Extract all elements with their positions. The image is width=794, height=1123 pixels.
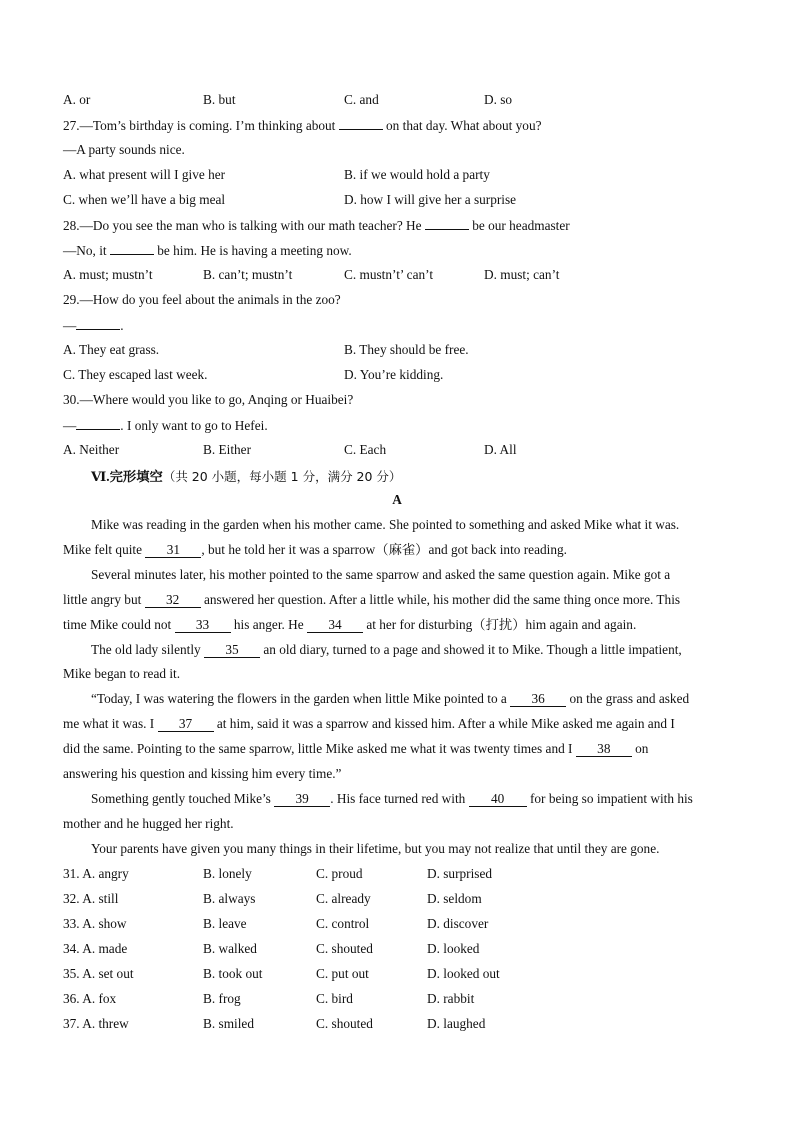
passage-line: did the same. Pointing to the same sparrow, little Mike asked me what it was twenty times and I 38 on <box>63 741 649 756</box>
passage-line: me what it was. I 37 at him, said it was a sparrow and kissed him. After a while Mike asked me again and I <box>63 716 675 731</box>
option-c: C. and <box>344 92 379 107</box>
q27-reply: —A party sounds nice. <box>63 142 185 157</box>
q30-reply: — . I only want to go to Hefei. <box>63 418 268 433</box>
passage-line: answering his question and kissing him every time.” <box>63 766 342 781</box>
blank-34: 34 <box>307 618 363 633</box>
q30-stem: 30.—Where would you like to go, Anqing or Huaibei? <box>63 392 354 407</box>
option-d: D. You’re kidding. <box>344 367 444 382</box>
q30-options <box>63 442 743 458</box>
q28-options <box>63 267 743 283</box>
section-title: Ⅵ.完形填空 <box>91 469 163 484</box>
answer-blank <box>76 317 120 330</box>
cloze-options-36: 36. A. fox B. frog C. bird D. rabbit <box>63 991 475 1006</box>
option-c: C. They escaped last week. <box>63 367 208 382</box>
passage-line: little angry but 32 answered her question. After a little while, his mother did the same thing once more. This <box>63 592 681 607</box>
option-c: C. when we’ll have a big meal <box>63 192 226 207</box>
q29-options-2 <box>63 367 743 383</box>
passage-line: The old lady silently 35 an old diary, turned to a page and showed it to Mike. Though a little impatient, <box>91 642 682 657</box>
q27-options-1 <box>63 167 743 183</box>
blank-33: 33 <box>175 618 231 633</box>
passage-line: Mike began to read it. <box>63 666 181 681</box>
answer-blank <box>339 117 383 130</box>
cloze-options-35: 35. A. set out B. took out C. put out D. looked out <box>63 966 500 981</box>
blank-38: 38 <box>576 742 632 757</box>
cloze-options-31: 31. A. angry B. lonely C. proud D. surprised <box>63 866 492 881</box>
q29-reply: — . <box>63 318 124 333</box>
option-a: A. Neither <box>63 442 120 457</box>
q28-stem: 28.—Do you see the man who is talking with our math teacher? He be our headmaster <box>63 218 570 233</box>
blank-32: 32 <box>145 593 201 608</box>
cloze-options-34: 34. A. made B. walked C. shouted D. looked <box>63 941 480 956</box>
q27-options-2 <box>63 192 743 208</box>
option-c: C. mustn’t’ can’t <box>344 267 434 282</box>
option-a: A. They eat grass. <box>63 342 160 357</box>
passage-line: Mike was reading in the garden when his mother came. She pointed to something and asked Mike what it was. <box>91 517 680 532</box>
passage-line: mother and he hugged her right. <box>63 816 234 831</box>
passage-line: time Mike could not 33 his anger. He 34 at her for disturbing（打扰）him again and again. <box>63 617 637 632</box>
q29-stem: 29.—How do you feel about the animals in the zoo? <box>63 292 341 307</box>
answer-blank <box>425 217 469 230</box>
option-b: B. but <box>203 92 236 107</box>
q28-reply: —No, it be him. He is having a meeting now. <box>63 243 352 258</box>
blank-39: 39 <box>274 792 330 807</box>
blank-36: 36 <box>510 692 566 707</box>
section-heading <box>91 466 401 485</box>
option-b: B. They should be free. <box>344 342 469 357</box>
option-a: A. or <box>63 92 91 107</box>
option-b: B. if we would hold a party <box>344 167 490 182</box>
passage-line: “Today, I was watering the flowers in the garden when little Mike pointed to a 36 on the grass and asked <box>91 691 690 706</box>
passage-line: Something gently touched Mike’s 39 . His face turned red with 40 for being so impatient with his <box>91 791 693 806</box>
option-b: B. Either <box>203 442 252 457</box>
blank-40: 40 <box>469 792 527 807</box>
passage-line: Mike felt quite 31 , but he told her it was a sparrow（麻雀）and got back into reading. <box>63 542 567 557</box>
answer-blank <box>110 242 154 255</box>
option-a: A. what present will I give her <box>63 167 226 182</box>
cloze-options-37: 37. A. threw B. smiled C. shouted D. laughed <box>63 1016 486 1031</box>
option-a: A. must; mustn’t <box>63 267 153 282</box>
passage-line: Your parents have given you many things in their lifetime, but you may not realize that until they are gone. <box>91 841 660 856</box>
passage-line: Several minutes later, his mother pointed to the same sparrow and asked the same question again. Mike got a <box>91 567 671 582</box>
option-b: B. can’t; mustn’t <box>203 267 293 282</box>
section-note: （共 20 小题，每小题 1 分，满分 20 分） <box>162 469 402 484</box>
blank-31: 31 <box>145 543 201 558</box>
option-d: D. so <box>484 92 513 107</box>
part-label: A <box>392 492 402 507</box>
blank-35: 35 <box>204 643 260 658</box>
q26-options <box>63 92 743 108</box>
q29-options-1 <box>63 342 743 358</box>
option-d: D. must; can’t <box>484 267 560 282</box>
q27-stem: 27.—Tom’s birthday is coming. I’m thinking about on that day. What about you? <box>63 118 542 133</box>
answer-blank <box>76 417 120 430</box>
blank-37: 37 <box>158 717 214 732</box>
cloze-options-32: 32. A. still B. always C. already D. seldom <box>63 891 482 906</box>
option-c: C. Each <box>344 442 387 457</box>
option-d: D. All <box>484 442 517 457</box>
cloze-options-33: 33. A. show B. leave C. control D. discover <box>63 916 489 931</box>
option-d: D. how I will give her a surprise <box>344 192 517 207</box>
